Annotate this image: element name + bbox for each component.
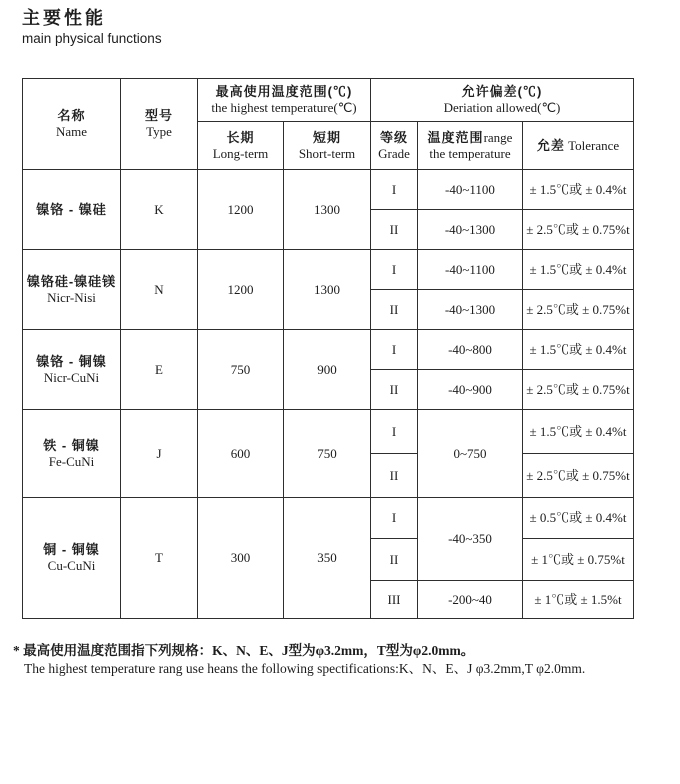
col-header-temp-range [418,122,523,170]
type-cell-j: J [121,410,198,498]
tolerance-cell: ± 2.5℃或 ± 0.75%t [523,290,634,330]
name-en: Nicr-Nisi [47,289,96,305]
tolerance-cell: ± 1.5℃或 ± 0.4%t [523,330,634,370]
long-term-cell-n: 1200 [198,250,284,330]
range-cell-merged: -40~350 [418,498,523,581]
col-header-type-en: Type [146,124,172,139]
col-header-long-term [198,122,284,170]
name-zh: 铜 - 铜镍 [43,542,100,557]
grade-cell: I [371,250,418,290]
name-zh: 镍铬 - 铜镍 [36,353,107,369]
short-term-cell-t: 350 [284,498,371,619]
name-cell-t [23,498,121,619]
name-zh: 镍铬 - 镍硅 [36,201,107,217]
grade-cell: I [371,170,418,210]
short-term-cell-j: 750 [284,410,371,498]
col-header-name [23,79,121,170]
name-zh: 铁 - 铜镍 [43,437,100,453]
col-header-deviation-zh: 允许偏差(℃) [461,84,543,99]
header-row-1 [23,79,634,122]
short-term-cell-k: 1300 [284,170,371,250]
tolerance-cell: ± 2.5℃或 ± 0.75%t [523,370,634,410]
footnote-line-en: The highest temperature rang use heans the following spectifications:K、N、E、J φ3.2mm,T φ2.0mm. [24,661,586,676]
range-cell: -40~900 [418,370,523,410]
name-en: Fe-CuNi [48,453,95,469]
tolerance-cell: ± 0.5℃或 ± 0.4%t [523,498,634,539]
long-term-cell-j: 600 [198,410,284,498]
short-term-cell-e: 900 [284,330,371,410]
grade-cell: II [371,539,418,581]
tolerance-cell: ± 2.5℃或 ± 0.75%t [523,454,634,498]
name-cell-k [23,170,121,250]
table-row-t-grade-1 [23,498,634,539]
type-cell-k: K [121,170,198,250]
col-header-max-temp-en: the highest temperature(℃) [211,100,357,115]
grade-cell: I [371,498,418,539]
col-header-grade [371,122,418,170]
col-header-type [121,79,198,170]
table-row-j-grade-1 [23,410,634,454]
tolerance-cell: ± 2.5℃或 ± 0.75%t [523,210,634,250]
range-cell: -40~800 [418,330,523,370]
name-cell-n [23,250,121,330]
col-header-tolerance-zh: 允差 [536,137,565,153]
table-row-e-grade-1 [23,330,634,370]
grade-cell: II [371,370,418,410]
name-en: Cu-CuNi [47,558,96,573]
tolerance-cell: ± 1℃或 ± 0.75%t [523,539,634,581]
tolerance-cell: ± 1℃或 ± 1.5%t [523,581,634,619]
page-title-en: main physical functions [22,31,162,46]
type-cell-t: T [121,498,198,619]
name-cell-j [23,410,121,498]
col-header-grade-en: Grade [378,145,410,161]
name-cell-e [23,330,121,410]
col-header-short-term-zh: 短期 [312,129,341,145]
grade-cell: I [371,410,418,454]
type-cell-n: N [121,250,198,330]
col-header-grade-zh: 等级 [379,129,408,145]
col-header-type-zh: 型号 [144,108,173,123]
col-header-max-temp-zh: 最高使用温度范围(℃) [215,84,353,99]
table-row-k-grade-1 [23,170,634,210]
col-header-short-term-en: Short-term [298,145,356,161]
grade-cell: II [371,210,418,250]
col-header-short-term [284,122,371,170]
range-cell: -200~40 [418,581,523,619]
table-row-n-grade-1 [23,250,634,290]
name-zh: 镍铬硅-镍硅镁 [26,273,117,289]
performance-table [22,78,634,619]
range-cell-merged: 0~750 [418,410,523,498]
short-term-cell-n: 1300 [284,250,371,330]
grade-cell: I [371,330,418,370]
col-header-deviation-en: Deriation allowed(℃) [443,100,561,115]
tolerance-cell: ± 1.5℃或 ± 0.4%t [523,250,634,290]
footnote-line-zh: * 最高使用温度范围指下列规格：K、N、E、J型为φ3.2mm，T型为φ2.0mm。 [13,643,475,658]
range-cell: -40~1100 [418,250,523,290]
long-term-cell-e: 750 [198,330,284,410]
col-header-tolerance-en: Tolerance [568,137,620,153]
col-header-long-term-en: Long-term [212,145,269,161]
col-header-max-temp [198,79,371,122]
grade-cell: III [371,581,418,619]
col-header-temp-range-en: range the temperature [429,129,513,161]
col-header-tolerance [523,122,634,170]
tolerance-cell: ± 1.5℃或 ± 0.4%t [523,410,634,454]
col-header-name-zh: 名称 [57,108,86,123]
range-cell: -40~1300 [418,290,523,330]
col-header-long-term-zh: 长期 [226,129,255,145]
name-en: Nicr-CuNi [43,369,100,385]
long-term-cell-k: 1200 [198,170,284,250]
type-cell-e: E [121,330,198,410]
long-term-cell-t: 300 [198,498,284,619]
footnote [13,642,663,678]
tolerance-cell: ± 1.5℃或 ± 0.4%t [523,170,634,210]
col-header-name-en: Name [55,124,88,139]
range-cell: -40~1100 [418,170,523,210]
range-cell: -40~1300 [418,210,523,250]
col-header-deviation [371,79,634,122]
grade-cell: II [371,290,418,330]
title-block [0,0,680,48]
col-header-temp-range-zh: 温度范围 [427,129,484,145]
grade-cell: II [371,454,418,498]
page-title-zh: 主要性能 [22,8,106,28]
